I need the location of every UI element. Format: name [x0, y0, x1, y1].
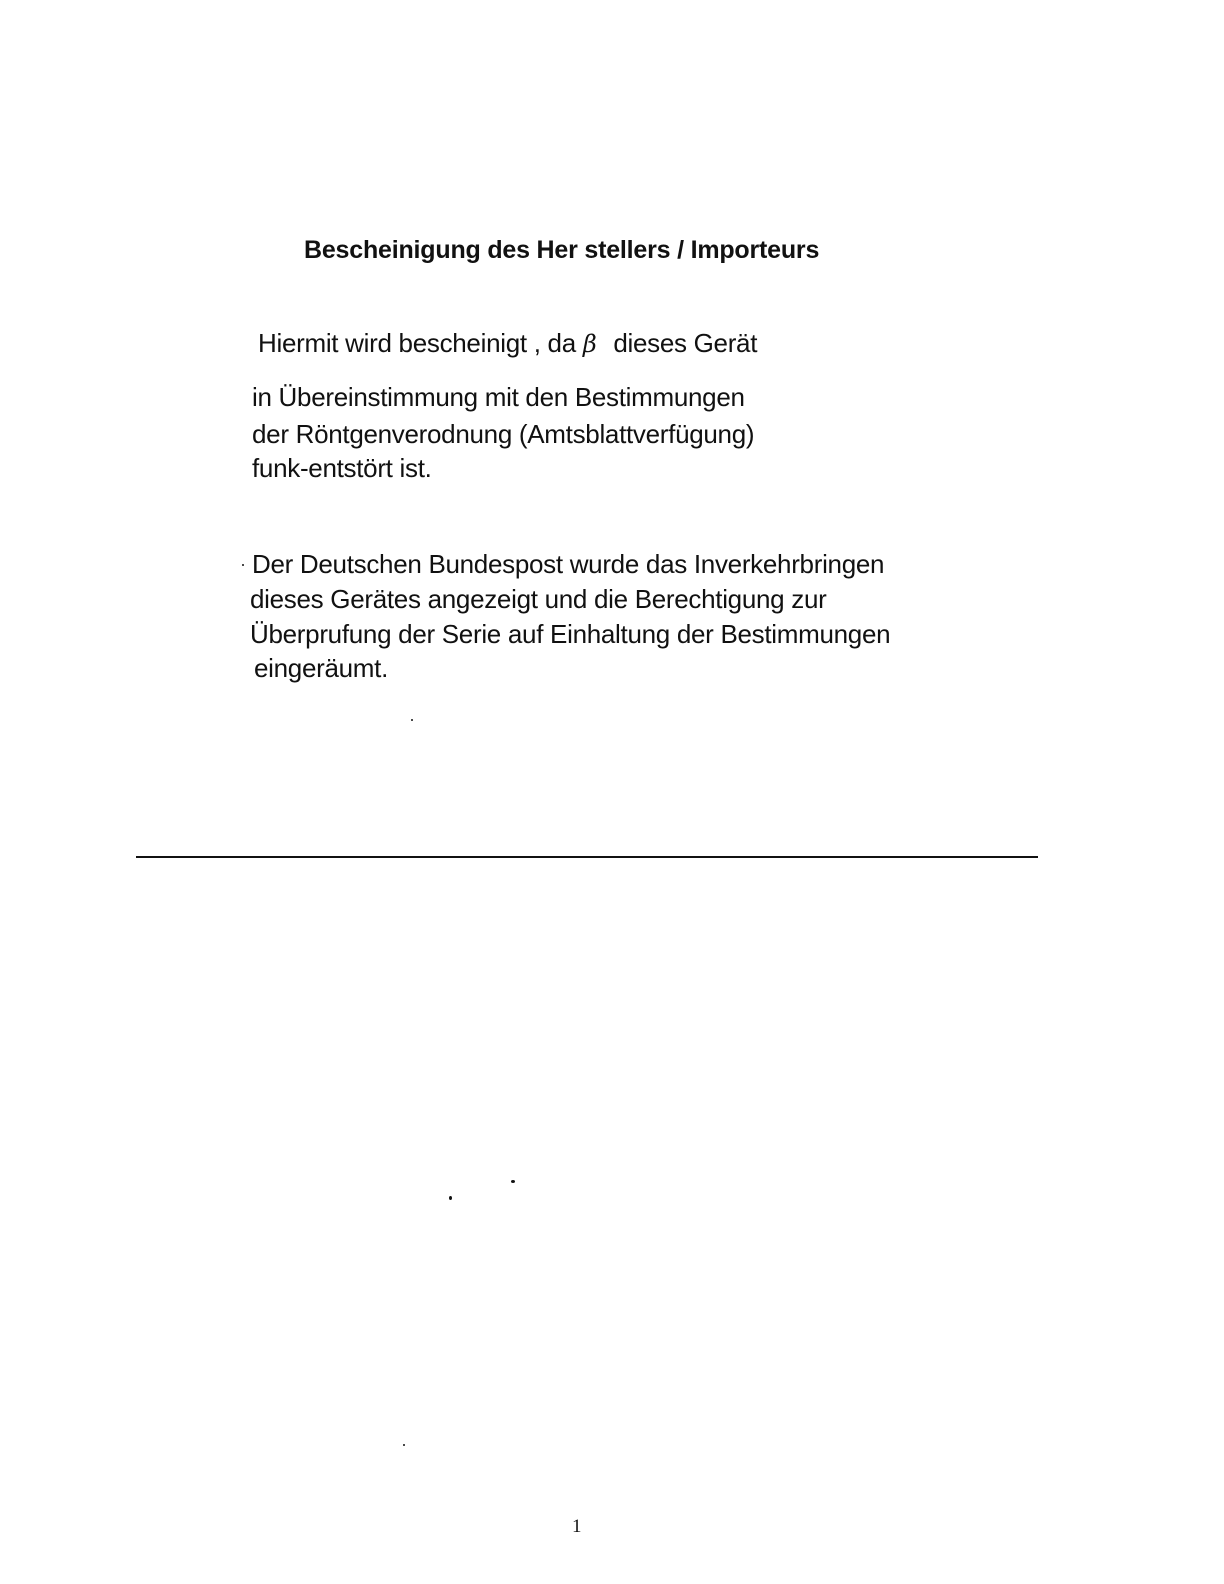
paragraph1-line2: in Übereinstimmung mit den Bestimmungen	[252, 382, 745, 412]
paragraph2-line2: dieses Gerätes angezeigt und die Berechtigung zur	[250, 584, 827, 614]
horizontal-rule	[136, 856, 1038, 858]
eszett-symbol: β	[582, 330, 597, 358]
paragraph2-line4: eingeräumt.	[254, 653, 388, 683]
document-title: Bescheinigung des Her stellers / Importeurs	[304, 236, 820, 264]
scan-speck	[511, 1180, 515, 1183]
scan-speck	[242, 564, 244, 566]
scan-speck	[403, 1444, 405, 1446]
paragraph1-line4: funk-entstört ist.	[252, 453, 432, 483]
paragraph1-line1	[258, 328, 757, 359]
scan-speck	[449, 1196, 452, 1200]
scan-speck	[411, 719, 413, 721]
paragraph2-line3: Überprufung der Serie auf Einhaltung der Bestimmungen	[250, 619, 891, 649]
paragraph1-line1-end: dieses Gerät	[613, 328, 758, 358]
paragraph1-line3: der Röntgenverodnung (Amtsblattverfügung)	[252, 419, 755, 449]
page-number: 1	[572, 1516, 582, 1537]
paragraph1-line1-text: Hiermit wird bescheinigt , da	[258, 328, 576, 358]
paragraph2-line1: Der Deutschen Bundespost wurde das Inverkehrbringen	[252, 549, 885, 579]
